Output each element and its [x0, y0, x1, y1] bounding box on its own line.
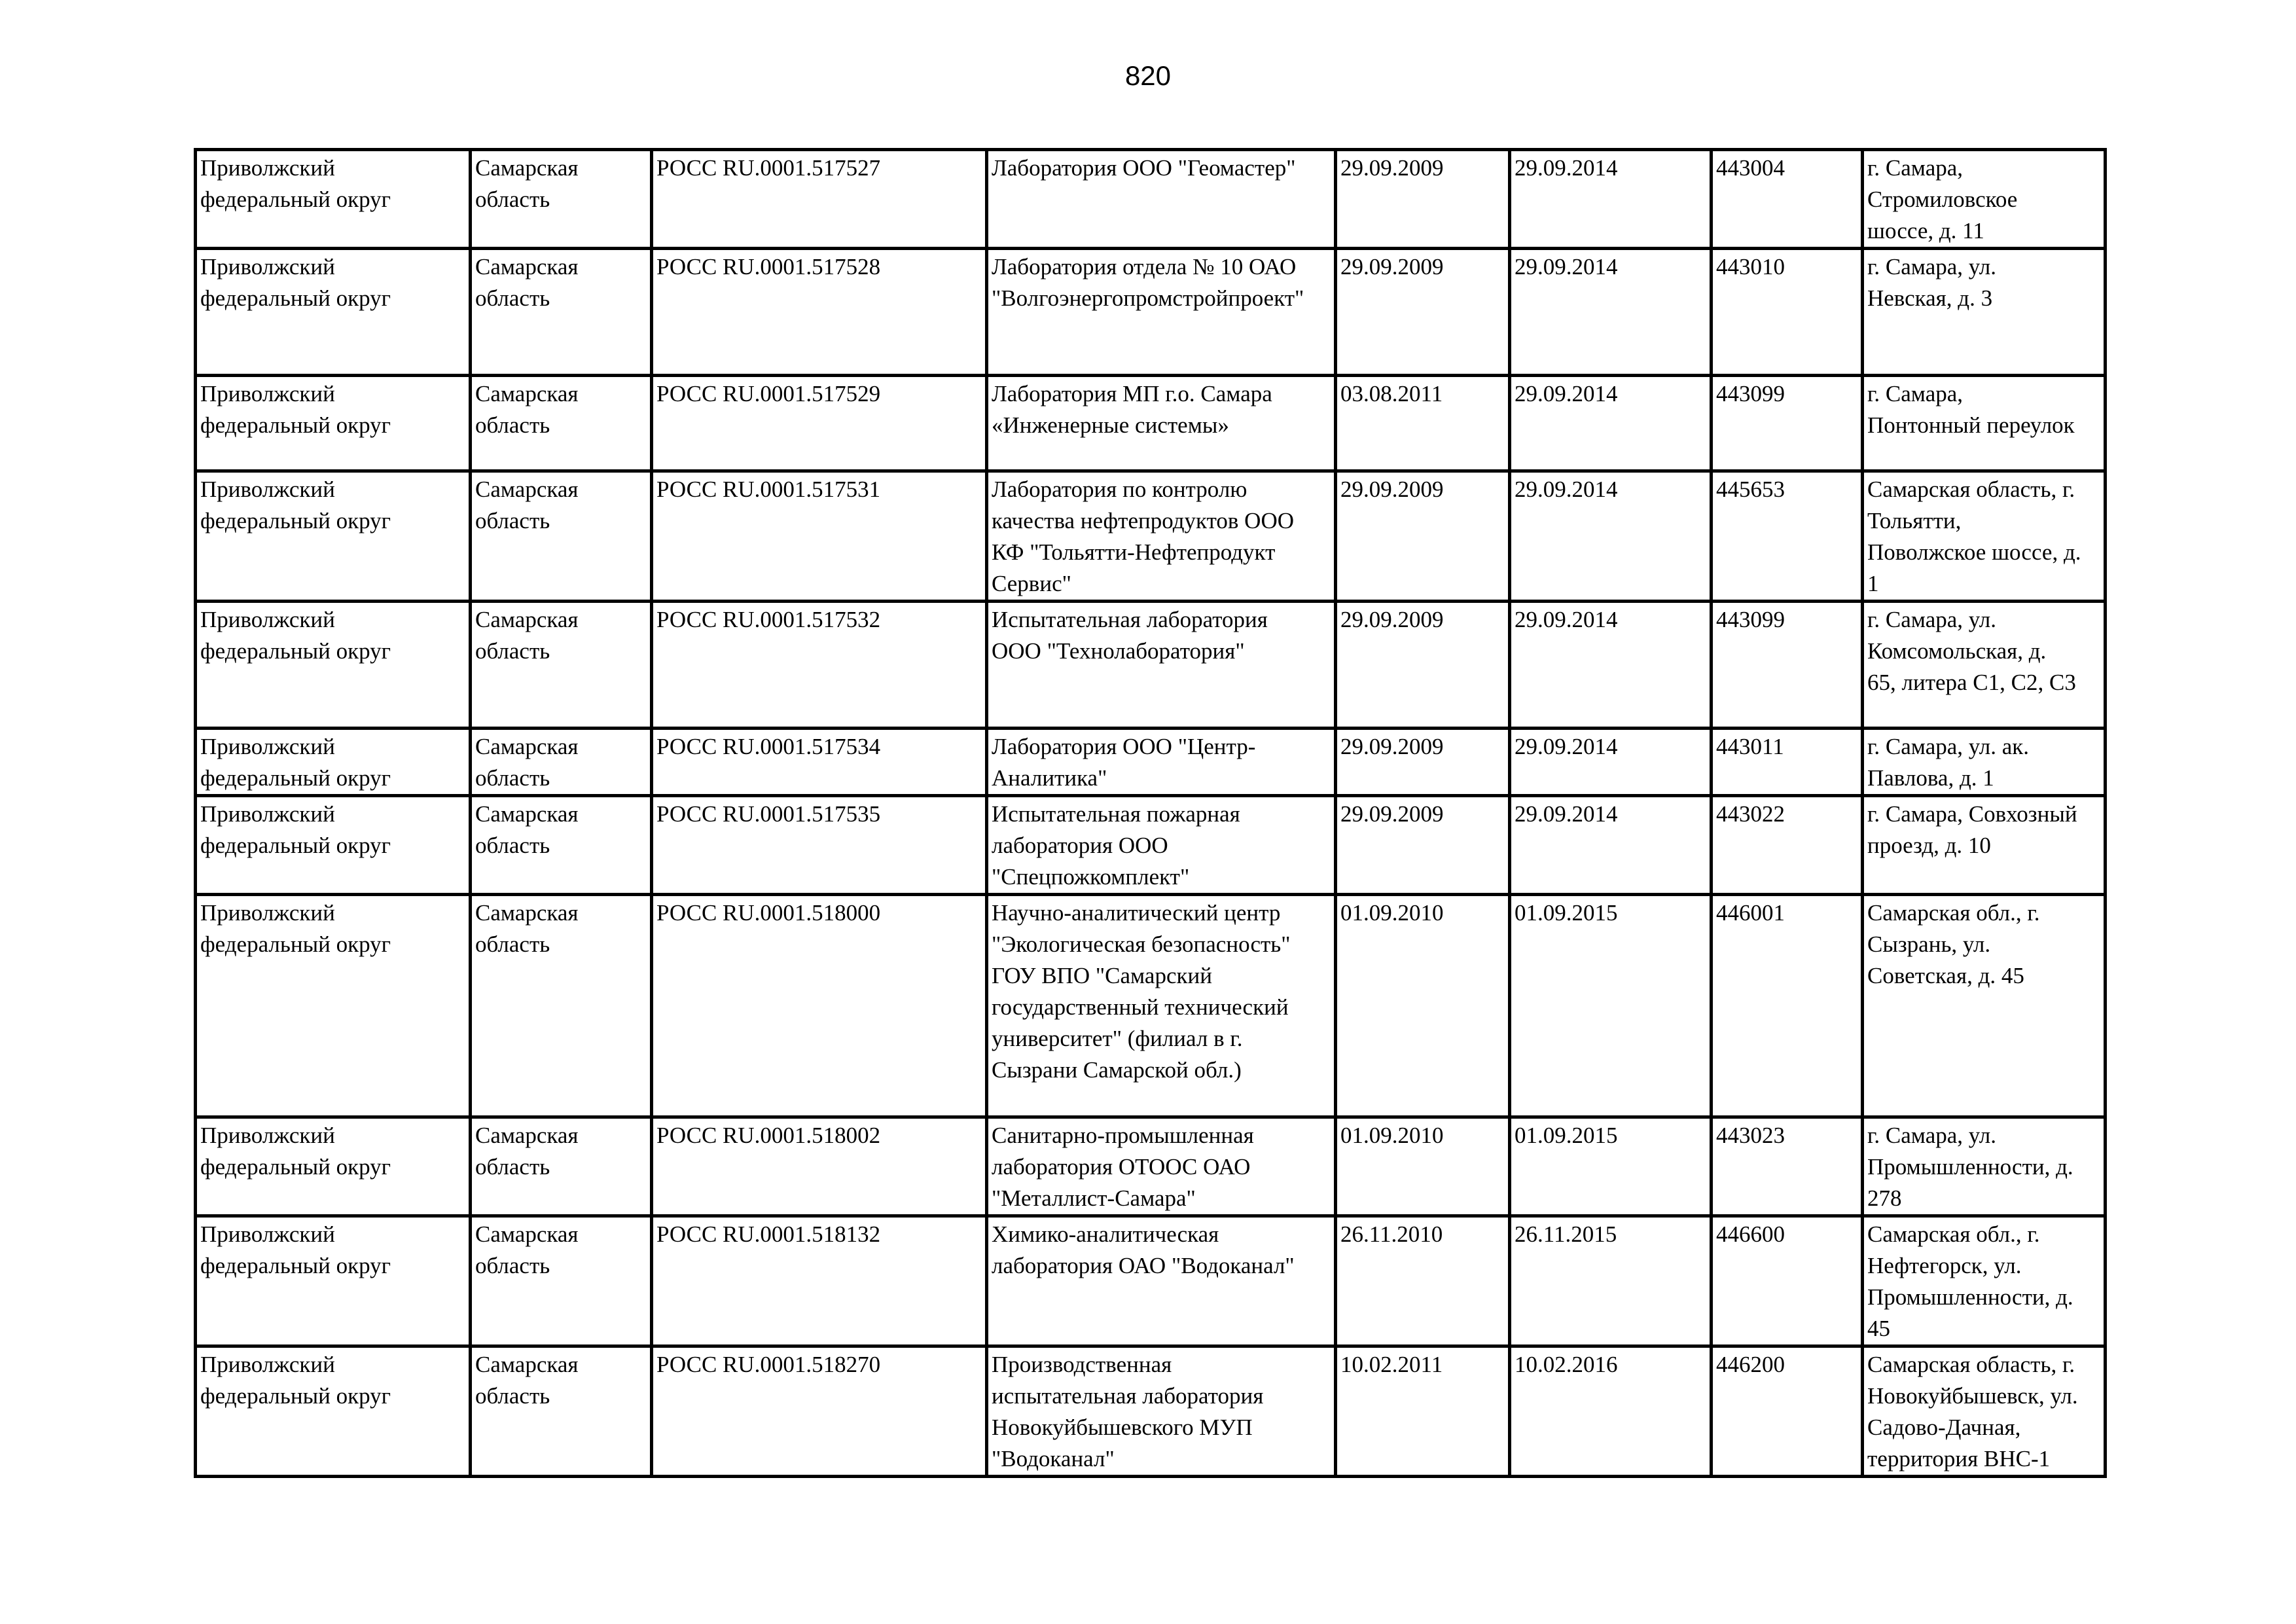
address-cell-line: Невская, д. 3	[1867, 285, 1993, 311]
region-cell	[471, 471, 652, 602]
postal-index-cell	[1712, 1216, 1863, 1346]
postal-index-cell	[1712, 376, 1863, 471]
certificate-number-cell-text: РОСС RU.0001.518270	[656, 1352, 881, 1377]
laboratory-name-cell-line: лаборатория ОАО "Водоканал"	[992, 1253, 1295, 1278]
address-cell-line: Промышленности, д.	[1867, 1284, 2073, 1310]
laboratory-name-cell	[987, 895, 1336, 1117]
district-cell	[196, 796, 471, 895]
address-cell-line: г. Самара,	[1867, 381, 1964, 406]
date-from-cell-text: 29.09.2009	[1340, 254, 1444, 280]
certificate-number-cell-text: РОСС RU.0001.517534	[656, 734, 881, 759]
date-from-cell	[1336, 895, 1510, 1117]
region-cell	[471, 150, 652, 249]
date-to-cell-text: 01.09.2015	[1515, 900, 1618, 926]
laboratory-name-cell-line: Санитарно-промышленная	[992, 1123, 1254, 1148]
address-cell	[1863, 150, 2106, 249]
postal-index-cell	[1712, 729, 1863, 796]
certificate-number-cell	[652, 471, 987, 602]
region-cell-line: область	[475, 833, 550, 858]
postal-index-cell-text: 443010	[1716, 254, 1785, 280]
laboratory-name-cell	[987, 471, 1336, 602]
district-cell-line: федеральный округ	[200, 1253, 391, 1278]
postal-index-cell-text: 446600	[1716, 1221, 1785, 1247]
region-cell-line: Самарская	[475, 381, 579, 406]
region-cell-line: область	[475, 638, 550, 664]
table-row	[196, 895, 2106, 1117]
district-cell-line: федеральный округ	[200, 638, 391, 664]
postal-index-cell-text: 446200	[1716, 1352, 1785, 1377]
date-from-cell	[1336, 1117, 1510, 1216]
address-cell-line: 1	[1867, 571, 1879, 596]
laboratory-name-cell-line: университет" (филиал в г.	[992, 1026, 1243, 1051]
table-row	[196, 729, 2106, 796]
date-to-cell-text: 29.09.2014	[1515, 734, 1618, 759]
postal-index-cell	[1712, 471, 1863, 602]
date-to-cell-text: 29.09.2014	[1515, 254, 1618, 280]
region-cell-line: Самарская	[475, 254, 579, 280]
region-cell-line: Самарская	[475, 477, 579, 502]
district-cell-line: Приволжский	[200, 477, 335, 502]
address-cell-line: проезд, д. 10	[1867, 833, 1991, 858]
postal-index-cell-text: 445653	[1716, 477, 1785, 502]
certificate-number-cell	[652, 602, 987, 729]
laboratory-name-cell	[987, 602, 1336, 729]
date-from-cell-text: 29.09.2009	[1340, 734, 1444, 759]
district-cell-line: федеральный округ	[200, 187, 391, 212]
table-row	[196, 602, 2106, 729]
address-cell-line: г. Самара, ул.	[1867, 607, 1996, 632]
postal-index-cell-text: 443099	[1716, 607, 1785, 632]
date-from-cell-text: 26.11.2010	[1340, 1221, 1443, 1247]
region-cell-line: область	[475, 765, 550, 791]
laboratory-name-cell-line: «Инженерные системы»	[992, 412, 1229, 438]
address-cell-line: г. Самара, ул. ак.	[1867, 734, 2029, 759]
postal-index-cell	[1712, 895, 1863, 1117]
laboratory-name-cell-line: Испытательная лаборатория	[992, 607, 1268, 632]
postal-index-cell-text: 443023	[1716, 1123, 1785, 1148]
postal-index-cell	[1712, 796, 1863, 895]
district-cell-line: Приволжский	[200, 801, 335, 827]
region-cell-line: Самарская	[475, 801, 579, 827]
address-cell	[1863, 796, 2106, 895]
laboratory-name-cell	[987, 1117, 1336, 1216]
address-cell-line: Понтонный переулок	[1867, 412, 2075, 438]
date-to-cell-text: 29.09.2014	[1515, 155, 1618, 181]
certificate-number-cell	[652, 729, 987, 796]
address-cell	[1863, 1216, 2106, 1346]
address-cell	[1863, 1346, 2106, 1477]
certificate-number-cell	[652, 1216, 987, 1346]
date-from-cell	[1336, 729, 1510, 796]
address-cell-line: Новокуйбышевск, ул.	[1867, 1383, 2078, 1409]
date-to-cell	[1510, 376, 1712, 471]
certificate-number-cell-text: РОСС RU.0001.517532	[656, 607, 881, 632]
address-cell	[1863, 729, 2106, 796]
address-cell-line: г. Самара, ул.	[1867, 1123, 1996, 1148]
table-row	[196, 376, 2106, 471]
date-from-cell-text: 01.09.2010	[1340, 900, 1444, 926]
certificate-number-cell-text: РОСС RU.0001.517531	[656, 477, 881, 502]
region-cell	[471, 249, 652, 376]
table-row	[196, 1117, 2106, 1216]
date-from-cell-text: 10.02.2011	[1340, 1352, 1443, 1377]
date-from-cell	[1336, 471, 1510, 602]
region-cell-line: область	[475, 285, 550, 311]
region-cell-line: Самарская	[475, 607, 579, 632]
address-cell-line: г. Самара, Совхозный	[1867, 801, 2077, 827]
laboratory-name-cell-line: государственный технический	[992, 994, 1289, 1020]
address-cell-line: Павлова, д. 1	[1867, 765, 1994, 791]
laboratory-name-cell-line: Лаборатория ООО "Центр-	[992, 734, 1256, 759]
address-cell-line: Сызрань, ул.	[1867, 931, 1991, 957]
region-cell	[471, 376, 652, 471]
address-cell-line: г. Самара, ул.	[1867, 254, 1996, 280]
certificate-number-cell-text: РОСС RU.0001.517535	[656, 801, 881, 827]
date-to-cell	[1510, 729, 1712, 796]
laboratory-name-cell-line: Сызрани Самарской обл.)	[992, 1057, 1242, 1083]
date-to-cell-text: 29.09.2014	[1515, 607, 1618, 632]
region-cell	[471, 1216, 652, 1346]
laboratory-name-cell-line: Научно-аналитический центр	[992, 900, 1281, 926]
table-row	[196, 150, 2106, 249]
postal-index-cell-text: 443099	[1716, 381, 1785, 406]
date-to-cell	[1510, 471, 1712, 602]
region-cell	[471, 895, 652, 1117]
laboratory-name-cell	[987, 150, 1336, 249]
page-number: 820	[1124, 60, 1172, 91]
address-cell	[1863, 895, 2106, 1117]
address-cell-line: Комсомольская, д.	[1867, 638, 2047, 664]
postal-index-cell	[1712, 1117, 1863, 1216]
laboratory-name-cell-line: "Экологическая безопасность"	[992, 931, 1291, 957]
district-cell-line: федеральный округ	[200, 508, 391, 533]
address-cell-line: Стромиловское	[1867, 187, 2018, 212]
district-cell	[196, 1346, 471, 1477]
table-row	[196, 796, 2106, 895]
date-from-cell-text: 29.09.2009	[1340, 155, 1444, 181]
address-cell-line: шоссе, д. 11	[1867, 218, 1984, 244]
address-cell-line: территория ВНС-1	[1867, 1446, 2051, 1471]
date-from-cell-text: 29.09.2009	[1340, 607, 1444, 632]
laboratory-name-cell	[987, 1346, 1336, 1477]
address-cell	[1863, 1117, 2106, 1216]
postal-index-cell	[1712, 1346, 1863, 1477]
address-cell-line: Самарская обл., г.	[1867, 900, 2040, 926]
laboratory-name-cell-line: Испытательная пожарная	[992, 801, 1240, 827]
certificate-number-cell	[652, 1346, 987, 1477]
laboratory-name-cell-line: лаборатория ООО	[992, 833, 1168, 858]
postal-index-cell-text: 443004	[1716, 155, 1785, 181]
certificate-number-cell-text: РОСС RU.0001.518002	[656, 1123, 881, 1148]
region-cell-line: Самарская	[475, 900, 579, 926]
date-from-cell-text: 01.09.2010	[1340, 1123, 1444, 1148]
date-to-cell	[1510, 602, 1712, 729]
district-cell-line: Приволжский	[200, 900, 335, 926]
date-to-cell	[1510, 1216, 1712, 1346]
certificate-number-cell-text: РОСС RU.0001.517528	[656, 254, 881, 280]
laboratory-name-cell-line: Новокуйбышевского МУП	[992, 1415, 1253, 1440]
region-cell-line: область	[475, 1154, 550, 1180]
laboratory-name-cell	[987, 1216, 1336, 1346]
certificate-number-cell-text: РОСС RU.0001.518000	[656, 900, 881, 926]
certificate-number-cell-text: РОСС RU.0001.517529	[656, 381, 881, 406]
region-cell	[471, 602, 652, 729]
address-cell-line: Самарская область, г.	[1867, 477, 2075, 502]
address-cell-line: Садово-Дачная,	[1867, 1415, 2021, 1440]
date-to-cell-text: 26.11.2015	[1515, 1221, 1617, 1247]
region-cell-line: область	[475, 1253, 550, 1278]
laboratory-name-cell-line: Аналитика"	[992, 765, 1107, 791]
district-cell-line: Приволжский	[200, 1352, 335, 1377]
district-cell	[196, 1117, 471, 1216]
district-cell-line: Приволжский	[200, 155, 335, 181]
region-cell-line: область	[475, 1383, 550, 1409]
date-from-cell	[1336, 1216, 1510, 1346]
district-cell-line: федеральный округ	[200, 1154, 391, 1180]
district-cell-line: федеральный округ	[200, 412, 391, 438]
region-cell-line: область	[475, 187, 550, 212]
laboratory-name-cell-line: Химико-аналитическая	[992, 1221, 1219, 1247]
district-cell-line: Приволжский	[200, 254, 335, 280]
laboratory-name-cell-line: Лаборатория ООО "Геомастер"	[992, 155, 1296, 181]
laboratory-name-cell	[987, 796, 1336, 895]
district-cell-line: федеральный округ	[200, 285, 391, 311]
date-to-cell	[1510, 895, 1712, 1117]
address-cell-line: 278	[1867, 1185, 1902, 1211]
laboratory-name-cell-line: Лаборатория отдела № 10 ОАО	[992, 254, 1297, 280]
laboratory-name-cell-line: лаборатория ОТООС ОАО	[992, 1154, 1251, 1180]
laboratory-registry-table	[194, 148, 2107, 1478]
district-cell-line: Приволжский	[200, 1123, 335, 1148]
region-cell-line: Самарская	[475, 155, 579, 181]
date-from-cell	[1336, 602, 1510, 729]
region-cell-line: область	[475, 412, 550, 438]
address-cell-line: Тольятти,	[1867, 508, 1962, 533]
district-cell-line: Приволжский	[200, 1221, 335, 1247]
laboratory-name-cell-line: ГОУ ВПО "Самарский	[992, 963, 1212, 988]
district-cell	[196, 471, 471, 602]
laboratory-name-cell-line: испытательная лаборатория	[992, 1383, 1264, 1409]
laboratory-name-cell-line: качества нефтепродуктов ООО	[992, 508, 1295, 533]
certificate-number-cell-text: РОСС RU.0001.517527	[656, 155, 881, 181]
district-cell-line: Приволжский	[200, 607, 335, 632]
date-from-cell-text: 29.09.2009	[1340, 477, 1444, 502]
date-to-cell-text: 29.09.2014	[1515, 801, 1618, 827]
address-cell-line: Самарская область, г.	[1867, 1352, 2075, 1377]
address-cell-line: Нефтегорск, ул.	[1867, 1253, 2022, 1278]
address-cell-line: Промышленности, д.	[1867, 1154, 2073, 1180]
region-cell-line: область	[475, 931, 550, 957]
date-from-cell	[1336, 796, 1510, 895]
laboratory-name-cell-line: "Водоканал"	[992, 1446, 1115, 1471]
date-to-cell	[1510, 1346, 1712, 1477]
region-cell	[471, 796, 652, 895]
district-cell	[196, 602, 471, 729]
laboratory-name-cell-line: Лаборатория МП г.о. Самара	[992, 381, 1272, 406]
region-cell-line: Самарская	[475, 1352, 579, 1377]
certificate-number-cell	[652, 1117, 987, 1216]
date-from-cell	[1336, 150, 1510, 249]
region-cell-line: Самарская	[475, 1221, 579, 1247]
laboratory-name-cell	[987, 249, 1336, 376]
postal-index-cell-text: 443022	[1716, 801, 1785, 827]
table-row	[196, 1346, 2106, 1477]
table-row	[196, 1216, 2106, 1346]
date-from-cell	[1336, 1346, 1510, 1477]
laboratory-name-cell	[987, 376, 1336, 471]
postal-index-cell	[1712, 602, 1863, 729]
certificate-number-cell-text: РОСС RU.0001.518132	[656, 1221, 881, 1247]
laboratory-name-cell-line: Сервис"	[992, 571, 1071, 596]
address-cell-line: Советская, д. 45	[1867, 963, 2024, 988]
district-cell	[196, 376, 471, 471]
address-cell	[1863, 376, 2106, 471]
district-cell	[196, 729, 471, 796]
district-cell-line: федеральный округ	[200, 1383, 391, 1409]
date-to-cell-text: 01.09.2015	[1515, 1123, 1618, 1148]
date-to-cell-text: 10.02.2016	[1515, 1352, 1618, 1377]
postal-index-cell-text: 446001	[1716, 900, 1785, 926]
address-cell-line: Самарская обл., г.	[1867, 1221, 2040, 1247]
laboratory-name-cell-line: Производственная	[992, 1352, 1172, 1377]
certificate-number-cell	[652, 249, 987, 376]
certificate-number-cell	[652, 376, 987, 471]
laboratory-name-cell-line: "Спецпожкомплект"	[992, 864, 1190, 890]
date-from-cell-text: 29.09.2009	[1340, 801, 1444, 827]
date-to-cell	[1510, 150, 1712, 249]
district-cell-line: федеральный округ	[200, 931, 391, 957]
district-cell-line: федеральный округ	[200, 833, 391, 858]
district-cell-line: Приволжский	[200, 381, 335, 406]
region-cell-line: Самарская	[475, 734, 579, 759]
district-cell	[196, 895, 471, 1117]
date-to-cell	[1510, 1117, 1712, 1216]
address-cell	[1863, 471, 2106, 602]
region-cell	[471, 1117, 652, 1216]
address-cell	[1863, 602, 2106, 729]
address-cell	[1863, 249, 2106, 376]
date-from-cell	[1336, 376, 1510, 471]
address-cell-line: г. Самара,	[1867, 155, 1964, 181]
address-cell-line: 65, литера С1, С2, С3	[1867, 670, 2076, 695]
laboratory-name-cell-line: ООО "Технолаборатория"	[992, 638, 1245, 664]
laboratory-name-cell-line: "Металлист-Самара"	[992, 1185, 1196, 1211]
table-row	[196, 249, 2106, 376]
postal-index-cell	[1712, 150, 1863, 249]
district-cell	[196, 1216, 471, 1346]
certificate-number-cell	[652, 150, 987, 249]
region-cell-line: Самарская	[475, 1123, 579, 1148]
district-cell	[196, 249, 471, 376]
certificate-number-cell	[652, 796, 987, 895]
district-cell-line: федеральный округ	[200, 765, 391, 791]
region-cell	[471, 729, 652, 796]
district-cell	[196, 150, 471, 249]
district-cell-line: Приволжский	[200, 734, 335, 759]
region-cell	[471, 1346, 652, 1477]
date-from-cell-text: 03.08.2011	[1340, 381, 1443, 406]
date-from-cell	[1336, 249, 1510, 376]
laboratory-name-cell-line: КФ "Тольятти-Нефтепродукт	[992, 539, 1276, 565]
postal-index-cell	[1712, 249, 1863, 376]
date-to-cell	[1510, 249, 1712, 376]
date-to-cell-text: 29.09.2014	[1515, 477, 1618, 502]
laboratory-name-cell-line: Лаборатория по контролю	[992, 477, 1247, 502]
date-to-cell-text: 29.09.2014	[1515, 381, 1618, 406]
region-cell-line: область	[475, 508, 550, 533]
address-cell-line: 45	[1867, 1316, 1890, 1341]
date-to-cell	[1510, 796, 1712, 895]
postal-index-cell-text: 443011	[1716, 734, 1784, 759]
address-cell-line: Поволжское шоссе, д.	[1867, 539, 2081, 565]
certificate-number-cell	[652, 895, 987, 1117]
table-row	[196, 471, 2106, 602]
laboratory-name-cell-line: "Волгоэнергопромстройпроект"	[992, 285, 1304, 311]
laboratory-name-cell	[987, 729, 1336, 796]
